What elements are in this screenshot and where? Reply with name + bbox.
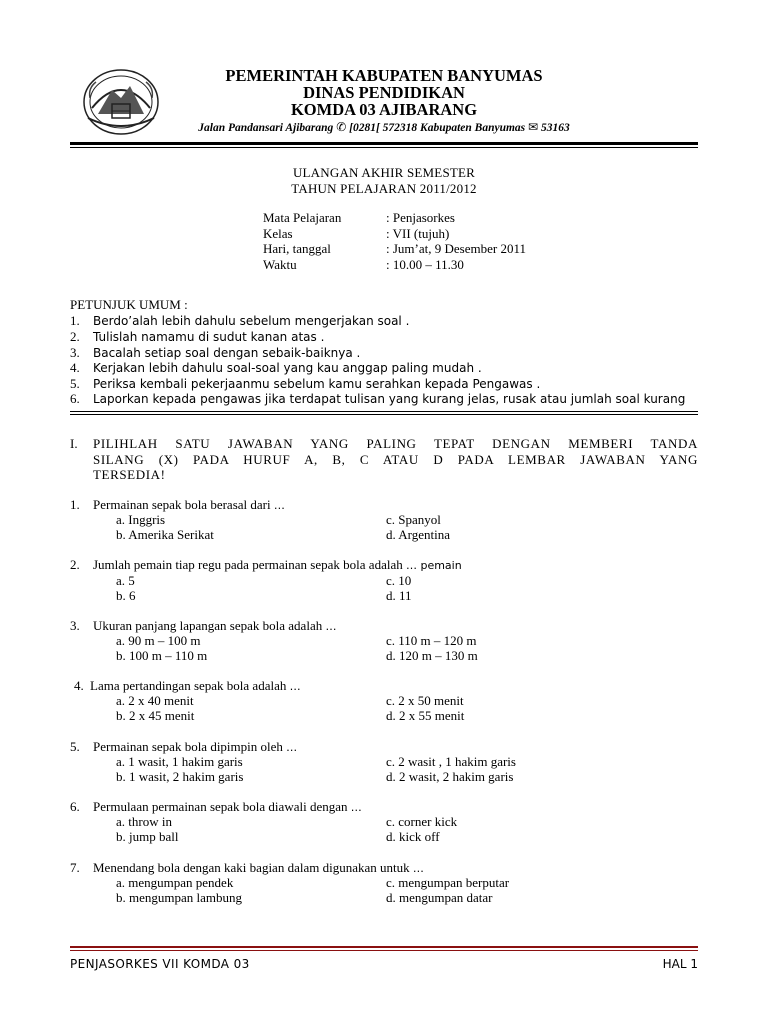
option-c: c. corner kick <box>386 814 458 829</box>
question-text: Lama pertandingan sepak bola adalah <box>90 678 287 693</box>
instruction-item <box>70 391 710 407</box>
option-a: a. 5 <box>116 573 135 588</box>
option-a: a. 90 m – 100 m <box>116 633 201 648</box>
instruction-item <box>70 360 710 376</box>
instruction-num: 4. <box>70 360 80 375</box>
phone-icon: ✆ <box>336 120 347 134</box>
option-c: c. 2 wasit , 1 hakim garis <box>386 754 516 769</box>
option-b: b. 1 wasit, 2 hakim garis <box>116 769 244 784</box>
question-tail: … <box>286 741 298 754</box>
question-tail: … <box>325 620 337 633</box>
question-tail: … <box>289 680 301 693</box>
instruction-num: 6. <box>70 391 80 406</box>
option-d: d. mengumpan datar <box>386 890 493 905</box>
option-b: b. 2 x 45 menit <box>116 708 195 723</box>
section-instruction-line1: PILIHLAH SATU JAWABAN YANG PALING TEPAT DENGAN MEMBERI TANDA <box>93 436 698 451</box>
option-d: d. Argentina <box>386 527 451 542</box>
mail-icon: ✉ <box>528 120 539 134</box>
section-number: I. <box>70 436 78 451</box>
question-text: Permainan sepak bola dipimpin oleh <box>93 739 283 754</box>
instruction-item <box>70 313 710 329</box>
address-street: Jalan Pandansari Ajibarang <box>198 122 334 134</box>
exam-year: TAHUN PELAJARAN 2011/2012 <box>291 181 477 196</box>
instruction-num: 2. <box>70 329 80 344</box>
option-b: b. 6 <box>116 588 136 603</box>
section-instruction-line3: TERSEDIA! <box>93 467 166 482</box>
question-text: Permainan sepak bola berasal dari <box>93 497 271 512</box>
question-num: 1. <box>70 497 80 512</box>
option-d: d. 11 <box>386 588 412 603</box>
info-value-class: : VII (tujuh) <box>386 226 450 241</box>
question-stem <box>70 557 462 573</box>
instructions-title: PETUNJUK UMUM : <box>70 297 188 312</box>
letterhead-komda: KOMDA 03 AJIBARANG <box>290 100 478 119</box>
option-c: c. 2 x 50 menit <box>386 693 464 708</box>
info-label-date: Hari, tanggal <box>263 241 331 256</box>
option-a: a. mengumpan pendek <box>116 875 234 890</box>
question-num: 3. <box>70 618 80 633</box>
question-stem <box>74 678 301 694</box>
address-phone: [0281[ 572318 Kabupaten Banyumas <box>349 122 526 134</box>
question-num: 6. <box>70 799 80 814</box>
letterhead-department: DINAS PENDIDIKAN <box>303 83 465 102</box>
address-postcode: 53163 <box>540 122 570 134</box>
question-text: Permulaan permainan sepak bola diawali dengan <box>93 799 348 814</box>
instruction-num: 5. <box>70 376 80 391</box>
section-instruction-line2: SILANG (X) PADA HURUF A, B, C ATAU D PADA LEMBAR JAWABAN YANG <box>93 452 698 467</box>
instruction-text: Laporkan kepada pengawas jika terdapat tulisan yang kurang jelas, rusak atau jumlah soal kurang <box>93 392 686 406</box>
instruction-item <box>70 376 710 392</box>
footer-subject: PENJASORKES VII KOMDA 03 <box>70 957 250 971</box>
instruction-text: Kerjakan lebih dahulu soal-soal yang kau anggap paling mudah . <box>93 361 482 375</box>
letterhead-rule-thick <box>70 142 698 145</box>
option-d: d. kick off <box>386 829 440 844</box>
question-stem <box>70 497 285 513</box>
letterhead-government: PEMERINTAH KABUPATEN BANYUMAS <box>225 66 543 85</box>
question-num: 5. <box>70 739 80 754</box>
question-stem <box>70 739 297 755</box>
instruction-text: Berdo’alah lebih dahulu sebelum mengerjakan soal . <box>93 314 410 328</box>
instruction-num: 3. <box>70 345 80 360</box>
question-tail: … pemain <box>405 559 462 572</box>
info-label-class: Kelas <box>263 226 293 241</box>
option-d: d. 120 m – 130 m <box>386 648 478 663</box>
info-value-date: : Jum’at, 9 Desember 2011 <box>386 241 526 256</box>
option-c: c. mengumpan berputar <box>386 875 510 890</box>
option-c: c. 10 <box>386 573 412 588</box>
footer-rule-thin <box>70 950 698 951</box>
option-a: a. Inggris <box>116 512 166 527</box>
exam-title: ULANGAN AKHIR SEMESTER <box>292 165 476 180</box>
question-text: Menendang bola dengan kaki bagian dalam digunakan untuk <box>93 860 410 875</box>
question-tail: … <box>350 801 362 814</box>
option-b: b. 100 m – 110 m <box>116 648 208 663</box>
instruction-text: Bacalah setiap soal dengan sebaik-baiknya . <box>93 346 361 360</box>
question-tail: … <box>412 862 424 875</box>
footer-page-number: HAL 1 <box>662 957 698 971</box>
question-stem <box>70 860 424 876</box>
instruction-text: Periksa kembali pekerjaanmu sebelum kamu serahkan kepada Pengawas . <box>93 377 541 391</box>
instruction-item <box>70 345 710 361</box>
option-c: c. Spanyol <box>386 512 441 527</box>
info-value-time: : 10.00 – 11.30 <box>386 257 464 272</box>
footer-rule-thick <box>70 946 698 948</box>
question-tail: … <box>273 499 285 512</box>
question-stem <box>70 799 362 815</box>
letterhead-rule-thin <box>70 147 698 148</box>
option-a: a. 2 x 40 menit <box>116 693 194 708</box>
instruction-item <box>70 329 710 345</box>
question-text: Jumlah pemain tiap regu pada permainan sepak bola adalah <box>93 557 403 572</box>
question-num: 7. <box>70 860 80 875</box>
section-divider-top <box>70 411 698 412</box>
option-b: b. mengumpan lambung <box>116 890 243 905</box>
option-c: c. 110 m – 120 m <box>386 633 477 648</box>
option-a: a. throw in <box>116 814 172 829</box>
question-text: Ukuran panjang lapangan sepak bola adalah <box>93 618 323 633</box>
instruction-text: Tulislah namamu di sudut kanan atas . <box>93 330 325 344</box>
question-stem <box>70 618 336 634</box>
option-b: b. jump ball <box>116 829 179 844</box>
option-a: a. 1 wasit, 1 hakim garis <box>116 754 243 769</box>
info-value-subject: : Penjasorkes <box>386 210 455 225</box>
question-num: 2. <box>70 557 80 572</box>
question-num: 4. <box>74 678 84 693</box>
info-label-time: Waktu <box>263 257 297 272</box>
info-label-subject: Mata Pelajaran <box>263 210 342 225</box>
section-divider-bottom <box>70 414 698 415</box>
letterhead-address <box>0 120 768 134</box>
instruction-num: 1. <box>70 313 80 328</box>
option-d: d. 2 wasit, 2 hakim garis <box>386 769 514 784</box>
option-d: d. 2 x 55 menit <box>386 708 465 723</box>
option-b: b. Amerika Serikat <box>116 527 214 542</box>
